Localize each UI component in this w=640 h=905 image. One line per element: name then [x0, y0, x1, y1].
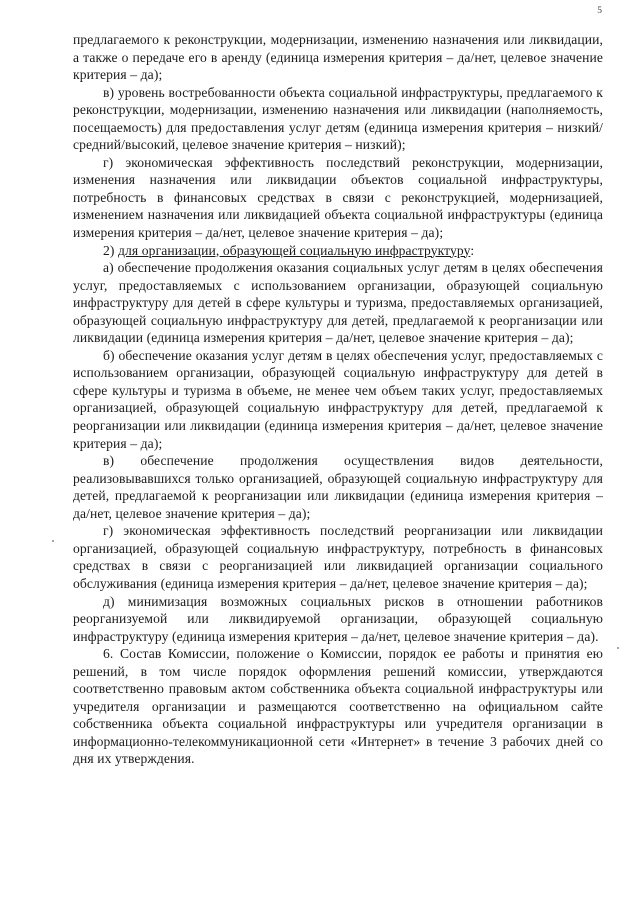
scan-speck: [617, 647, 619, 649]
paragraph-2a: а) обеспечение продолжения оказания социальных услуг детям в целях обеспечения услуг, предоставляемых с использованием организации, образующей социальную инфраструктуру для детей в сфере культуры и туризма, предоставляемых организацией, образующей социальную инфраструктуру для детей, предлагаемой к реорганизации или ликвидации (единица измерения критерия – да/нет, целевое значение критерия – да);: [73, 260, 603, 346]
paragraph-2-prefix: 2): [103, 242, 119, 258]
paragraph-v: в) уровень востребованности объекта социальной инфраструктуры, предлагаемого к реконструкции, модернизации, изменению назначения или ликвидации (наполняемость, посещаемость) для предоставления услуг детям (единица измерения критерия – низкий/ средний/высокий, целевое значение критерия – низкий);: [73, 84, 603, 153]
paragraph-2-suffix: :: [470, 242, 475, 258]
paragraph-2-underlined: для организации, образующей социальную инфраструктуру: [118, 242, 471, 258]
paragraph-6: 6. Состав Комиссии, положение о Комиссии, порядок ее работы и принятия ею решений, в том числе порядок оформления решений комиссии, утверждаются соответственно правовым актом собственника объекта социальной инфраструктуры или учредителя организации и размещаются соответственно на официальном сайте собственника объекта социальной инфраструктуры или учредителя организации в информационно-телекоммуникационной сети «Интернет» в течение 3 рабочих дней со дня их утверждения.: [73, 646, 603, 767]
paragraph-2g: г) экономическая эффективность последствий реорганизации или ликвидации организацией, образующей социальную инфраструктуру, потребность в финансовых средствах в связи с реорганизацией или ликвидацией организации социального обслуживания (единица измерения критерия – да/нет, целевое значение критерия – да);: [73, 523, 603, 591]
paragraph-2b: б) обеспечение оказания услуг детям в целях обеспечения услуг, предоставляемых с использованием организации, образующей социальную инфраструктуру для детей в сфере культуры и туризма в объеме, не менее чем объем таких услуг, предоставляемых организацией, образующей социальную инфраструктуру для детей, предлагаемой к реорганизации или ликвидации (единица измерения критерия – да/нет, целевое значение критерия – да);: [73, 347, 603, 451]
document-body: [73, 31, 603, 768]
scan-speck: [52, 540, 54, 542]
paragraph-2-heading: [73, 242, 603, 260]
paragraph-continuation: предлагаемого к реконструкции, модернизации, изменению назначения или ликвидации, а также о передаче его в аренду (единица измерения критерия – да/нет, целевое значение критерия – да);: [73, 32, 603, 83]
paragraph-2d: д) минимизация возможных социальных рисков в отношении работников реорганизуемой или ликвидируемой организации, образующей социальную инфраструктуру (единица измерения критерия – да/нет, целевое значение критерия – да).: [73, 593, 603, 644]
page-number: 5: [597, 6, 602, 16]
paragraph-g: г) экономическая эффективность последствий реконструкции, модернизации, изменения назначения или ликвидации объектов социальной инфраструктуры, потребность в финансовых средствах в связи с реконструкцией, модернизацией, изменением назначения или ликвидацией объекта социальной инфраструктуры (единица измерения критерия – да/нет, целевое значение критерия – да);: [73, 154, 603, 241]
paragraph-2v: в) обеспечение продолжения осуществления видов деятельности, реализовывавшихся только организацией, образующей социальную инфраструктуру для детей, предлагаемой к реорганизации или ликвидации (единица измерения критерия – да/нет, целевое значение критерия – да);: [73, 453, 603, 521]
